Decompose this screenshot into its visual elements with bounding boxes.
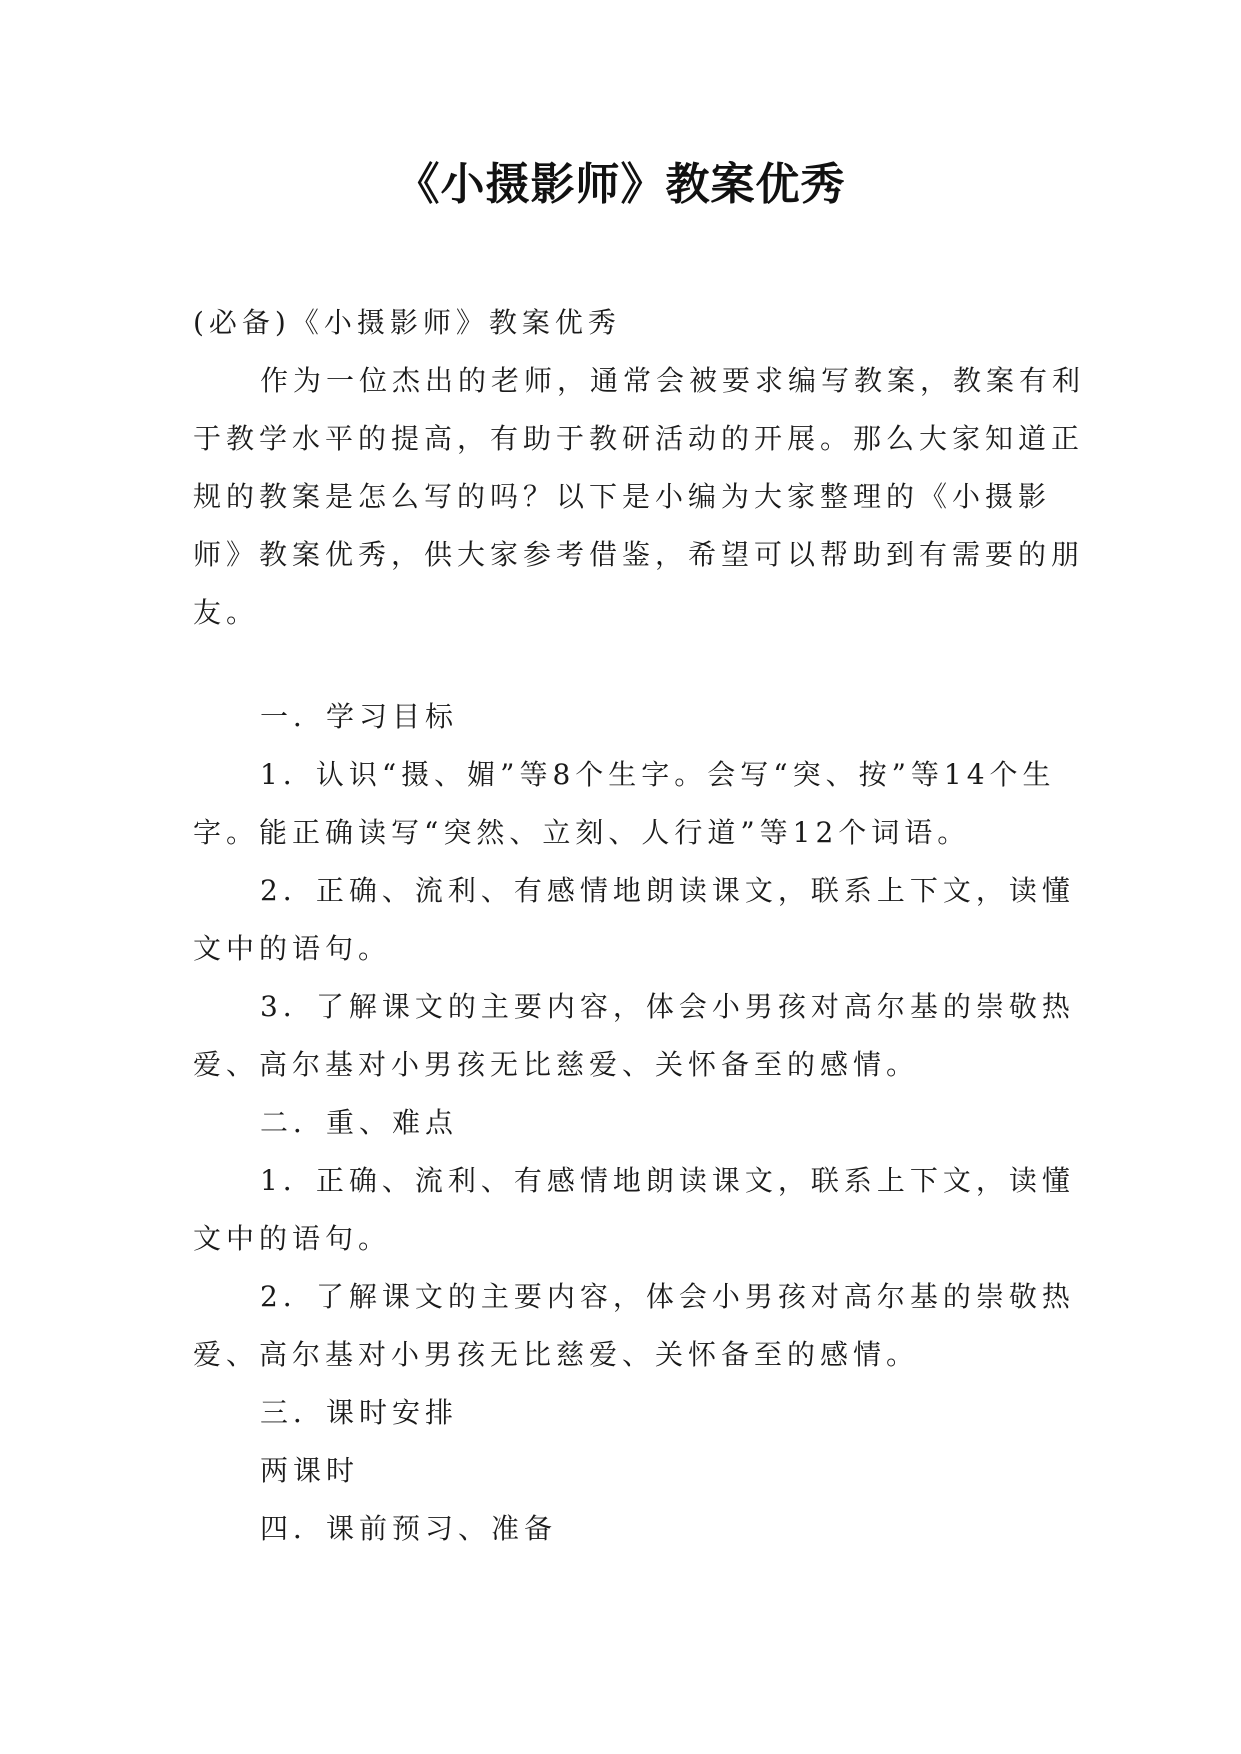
goal-item-1: 1．认识“摄、媚”等8个生字。会写“突、按”等14个生字。能正确读写“突然、立刻、人行道”等12个词语。 [193,758,1056,849]
paragraph-gap [193,642,1093,688]
key-point-item-2: 2．了解课文的主要内容，体会小男孩对高尔基的崇敬热爱、高尔基对小男孩无比慈爱、关怀备至的感情。 [193,1280,1075,1371]
document-subtitle: (必备)《小摄影师》教案优秀 [193,306,621,339]
section-heading-goals: 一．学习目标 [260,700,459,733]
section-heading-preparation: 四．课前预习、准备 [260,1512,558,1545]
document-body [193,294,1093,1558]
goal-item-2: 2．正确、流利、有感情地朗读课文，联系上下文，读懂文中的语句。 [193,874,1075,965]
goal-item-3: 3．了解课文的主要内容，体会小男孩对高尔基的崇敬热爱、高尔基对小男孩无比慈爱、关怀备至的感情。 [193,990,1075,1081]
section-heading-key-points: 二．重、难点 [260,1106,459,1139]
document-title: 《小摄影师》教案优秀 [395,159,846,210]
schedule-item-1: 两课时 [260,1454,360,1487]
section-heading-schedule: 三．课时安排 [260,1396,459,1429]
intro-paragraph: 作为一位杰出的老师，通常会被要求编写教案，教案有利于教学水平的提高，有助于教研活动的开展。那么大家知道正规的教案是怎么写的吗？以下是小编为大家整理的《小摄影师》教案优秀，供大家参考借鉴，希望可以帮助到有需要的朋友。 [193,364,1086,629]
key-point-item-1: 1．正确、流利、有感情地朗读课文，联系上下文，读懂文中的语句。 [193,1164,1075,1255]
